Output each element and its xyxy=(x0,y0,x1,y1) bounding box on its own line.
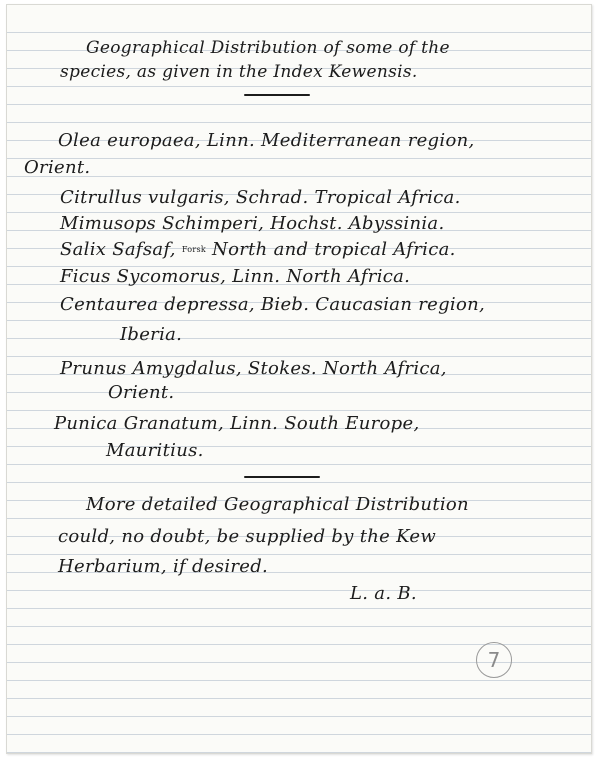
title-line-1: Geographical Distribution of some of the xyxy=(86,38,450,58)
title-underline xyxy=(244,94,310,96)
note-line-2: could, no doubt, be supplied by the Kew xyxy=(58,526,437,547)
lined-paper-sheet xyxy=(6,4,592,754)
entry-salix-author-note: Forsk xyxy=(181,245,207,254)
entry-salix-name: Salix Safsaf, xyxy=(60,239,182,260)
entry-olea-line-2: Orient. xyxy=(24,157,91,178)
page-number-circle: 7 xyxy=(476,642,512,678)
signature-initials: L. a. B. xyxy=(350,583,417,604)
entry-olea-line-1: Olea europaea, Linn. Mediterranean region, xyxy=(58,130,475,151)
note-line-1: More detailed Geographical Distribution xyxy=(86,494,469,515)
entry-mimusops: Mimusops Schimperi, Hochst. Abyssinia. xyxy=(60,213,445,234)
entry-centaurea-line-1: Centaurea depressa, Bieb. Caucasian region, xyxy=(60,294,486,315)
entry-centaurea-line-2: Iberia. xyxy=(120,324,183,345)
entry-prunus-line-1: Prunus Amygdalus, Stokes. North Africa, xyxy=(60,358,447,379)
section-divider xyxy=(244,476,320,478)
note-line-3: Herbarium, if desired. xyxy=(58,556,269,577)
entry-citrullus: Citrullus vulgaris, Schrad. Tropical Africa. xyxy=(60,187,461,208)
title-line-2: species, as given in the Index Kewensis. xyxy=(60,62,418,82)
entry-ficus: Ficus Sycomorus, Linn. North Africa. xyxy=(60,266,411,287)
entry-prunus-line-2: Orient. xyxy=(108,382,175,403)
entry-punica-line-1: Punica Granatum, Linn. South Europe, xyxy=(54,413,420,434)
entry-salix xyxy=(60,239,456,260)
entry-punica-line-2: Mauritius. xyxy=(106,440,204,461)
entry-salix-region: North and tropical Africa. xyxy=(206,239,456,260)
